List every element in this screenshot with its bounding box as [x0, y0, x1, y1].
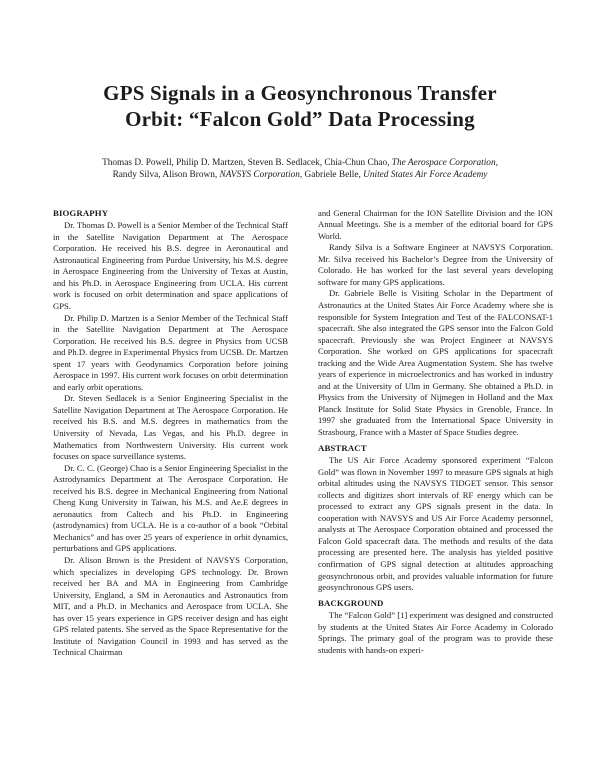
affiliation-name: United States Air Force Academy	[363, 170, 488, 181]
author-names: , Gabriele Belle,	[299, 170, 364, 181]
section-heading: ABSTRACT	[318, 442, 367, 453]
body-paragraph: Dr. Gabriele Belle is Visiting Scholar in the Department of Astronautics at the United States Air Force Academy where she is responsible for System Integration and Test of the FALCONSAT-1 spacecraft. She also integrated the GPS sensor into the Falcon Gold spacecraft. Previously she was Project Engineer at NAVSYS Corporation. She worked on GPS applications for spacecraft tracking and the Wide Area Augmentation System. She has twelve years of experience in microelectronics and has worked in industry and at the University of Ulm in Germany. She obtained a Ph.D. in Physics from the University of Nijmegen in Holland and the Max Planck Institute for Solid State Physics in Grenoble, France. In 1997 she graduated from the International Space University in Strasbourg, France with a Master of Space Studies degree.	[318, 288, 553, 437]
author-names: Randy Silva, Alison Brown,	[112, 170, 220, 181]
affiliation-name: The Aerospace Corporation	[391, 158, 496, 168]
affiliation-name: NAVSYS Corporation	[219, 170, 300, 181]
paper-title-line1: GPS Signals in a Geosynchronous Transfer	[103, 81, 497, 105]
body-paragraph: Dr. Thomas D. Powell is a Senior Member of the Technical Staff in the Satellite Navigation Department at The Aerospace Corporation. He received his B.S. degree in Aeronautical and Astronautical Engineering from Purdue University, his M.S. degree in Aerospace Engineering from the University of Texas at Austin, and his Ph.D. in Aerospace Engineering from UCLA. His current work is focused on orbit determination and space applications of GPS.	[53, 220, 288, 311]
body-paragraph: Dr. C. C. (George) Chao is a Senior Engineering Specialist in the Astrodynamics Department at The Aerospace Corporation. He received his B.S. degree in Mechanical Engineering from National Cheng Kung University in Taiwan, his M.S. and Ae.E degrees in aeronautics from Caltech and his Ph.D. in Engineering (astrodynamics) from UCLA. He is a co-author of a book “Orbital Mechanics” and has over 25 years of experience in orbit dynamics, perturbations and GPS applications.	[53, 462, 288, 554]
section-heading: BACKGROUND	[318, 597, 384, 608]
body-paragraph: The “Falcon Gold” [1] experiment was designed and constructed by students at the United States Air Force Academy in Colorado Springs. The primary goal of the program was to provide these students with hands-on experi-	[318, 610, 553, 655]
body-paragraph: and General Chairman for the ION Satellite Division and the ION Annual Meetings. She is a member of the editorial board for GPS World.	[318, 207, 553, 241]
body-paragraph: Dr. Alison Brown is the President of NAVSYS Corporation, which specializes in developing GPS technology. Dr. Brown received her BA and MA in Engineering from Cambridge University, England, a SM in Aeronautics and Astronautics from MIT, and a Ph.D. in Mechanics and Aerospace from UCLA. She has over 15 years experience in GPS receiver design and has eight GPS related patents. She served as the Space Representative for the Institute of Navigation Council in 1993 and has served as the Technical Chairman	[53, 555, 288, 658]
paper-title	[0, 80, 600, 132]
body-paragraph: The US Air Force Academy sponsored experiment “Falcon Gold” was flown in November 1997 to measure GPS signals at high orbital altitudes using the NAVSYS TIDGET sensor. This sensor collects and digitizes short intervals of RF energy which can be processed to extract any GPS signals present in the data. In cooperation with NAVSYS and US Air Force Academy personnel, analysts at The Aerospace Corporation obtained and processed the Falcon Gold spacecraft data. The methods and results of the data processing are presented here. The analysis has yielded positive confirmation of GPS signal detection at altitudes approaching geosynchronous orbit, and provides valuable information for future geosynchronous GPS users.	[318, 455, 553, 593]
right-column	[318, 208, 553, 659]
body-paragraph: Dr. Philip D. Martzen is a Senior Member of the Technical Staff in the Satellite Navigation Department at The Aerospace Corporation. He received his B.S. degree in Physics from UCSB and Ph.D. degree in Experimental Physics from UCSB. Dr. Martzen spent 17 years with Geodynamics Corporation before joining Aerospace in 1997. His current work focuses on orbit determination and early orbit operations.	[53, 312, 288, 392]
author-block	[0, 157, 600, 182]
body-paragraph: Dr. Steven Sedlacek is a Senior Engineering Specialist in the Satellite Navigation Department at The Aerospace Corporation. He received his B.S. and M.S. degrees in mathematics from the University of Nevada, Las Vegas, and his Ph.D. degree in Mathematics from Northwestern University. His current work focuses on space surveillance systems.	[53, 393, 288, 462]
author-names: ,	[495, 158, 498, 168]
section-heading: BIOGRAPHY	[53, 207, 109, 218]
left-column	[53, 208, 288, 659]
body-paragraph: Randy Silva is a Software Engineer at NAVSYS Corporation. Mr. Silva received his Bachelor’s Degree from the University of Colorado. He has worked for the last several years developing software for many GPS applications.	[318, 242, 553, 287]
author-line-2	[0, 169, 600, 181]
body-columns	[0, 208, 600, 659]
paper-title-line2: Orbit: “Falcon Gold” Data Processing	[125, 107, 475, 131]
author-names: Thomas D. Powell, Philip D. Martzen, Steven B. Sedlacek, Chia-Chun Chao,	[102, 158, 392, 168]
author-line-1	[0, 157, 600, 169]
